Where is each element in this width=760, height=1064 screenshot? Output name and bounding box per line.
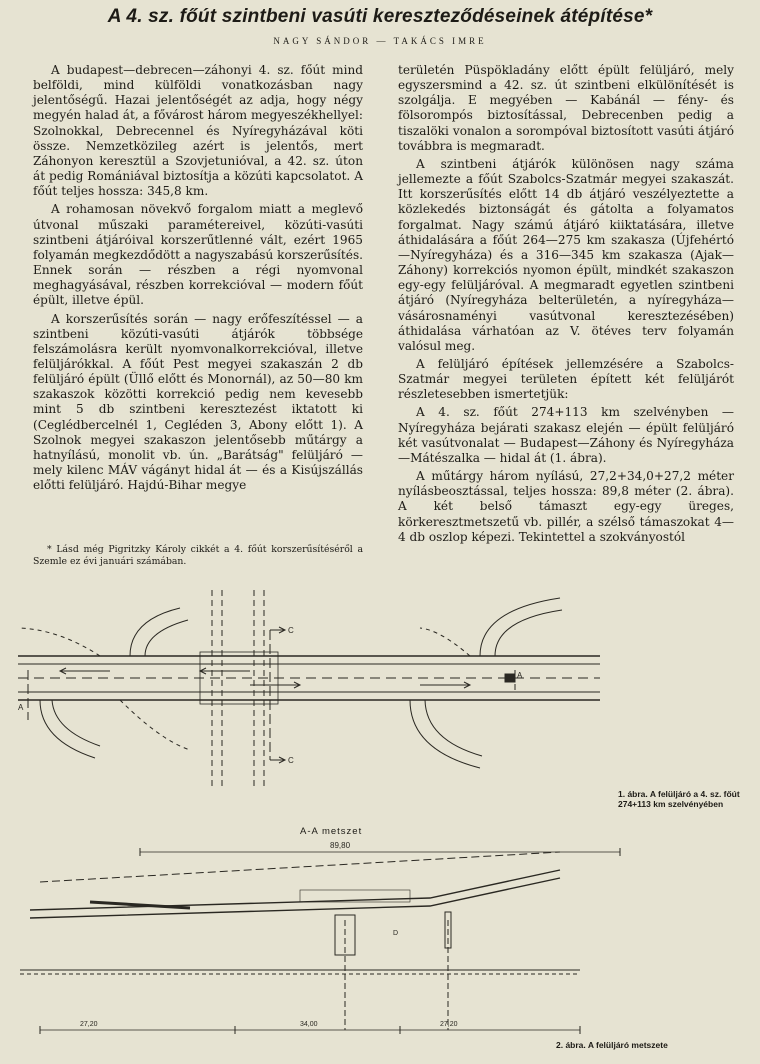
section-label: A-A metszet [300, 826, 363, 837]
marker-c-bottom: C [288, 756, 294, 765]
marker-a-right: A [517, 671, 523, 680]
article-authors: NAGY SÁNDOR — TAKÁCS IMRE [273, 36, 487, 46]
dim-mid: 34,00 [300, 1021, 318, 1028]
footnote-text: * Lásd még Pigritzky Károly cikkét a 4. főút korszerűsítéséről a Szemle ez évi januári számában. [33, 544, 363, 567]
paragraph: A 4. sz. főút 274+113 km szelvényben — Nyíregyháza bejárati szakasz elején — épült felüljáró két vasútvonalat — Budapest—Záhony és Nyíregyháza—Mátészalka — hidal át (1. ábra). [398, 405, 734, 465]
right-column [398, 63, 734, 548]
dim-left: 27,20 [80, 1021, 98, 1028]
figure-2-caption: 2. ábra. A felüljáró metszete [556, 1040, 668, 1050]
pier-label: D [393, 930, 399, 937]
article-title: A 4. sz. főút szintbeni vasúti kereszteződéseinek átépítése* [107, 6, 653, 27]
plan-view [18, 590, 600, 786]
paragraph: A korszerűsítés során — nagy erőfeszítéssel — a szintbeni közúti-vasúti átjárók többsége felszámolásra került nyomvonalkorrekcióval, illetve felüljárókkal. A főút Pest megyei szakaszán 2 db felüljáró épült (Üllő előtt és Monornál), az 50—80 km szakaszok közötti korrekció pedig nem kevesebb mint 5 db szintbeni keresztezést iktatott ki (Ceglédbercelnél 1, Cegléden 3, Abony előtt 1). A Szolnok megyei szakaszon jelentősebb műtárgy a hatnyílású, monolit vb. ún. „Barátság" felüljáró — mely kilenc MÁV vágányt hidal át — és a Kisújszállás előtti felüljáró. Hajdú-Bihar megye [33, 311, 363, 493]
paragraph: A budapest—debrecen—záhonyi 4. sz. főút mind belföldi, mind külföldi vonatkozásban nagy jelentőségű. Hazai jelentőségét az adja, hogy négy megyén halad át, a fővárost három megyeszékhellyel: Szolnokkal, Debrecennel és Nyíregyházával köti össze. Nemzetközileg azért is jelentős, mert Záhonyon keresztül a Szovjetunióval, a 42. sz. úton át pedig Romániával biztosítja a közúti kapcsolatot. A főút teljes hossza: 345,8 km. [33, 63, 363, 199]
paragraph: területén Püspökladány előtt épült felüljáró, mely egyszersmind a 42. sz. út szintbeni elkülönítését is szolgálja. E megyében — Kabánál — fény- és fölsorompós biztosítással, Debrecenben pedig a tiszalöki vonalon a sorompóval biztosított vasúti átjáró továbbra is megmaradt. [398, 63, 734, 153]
dim-right: 27,20 [440, 1021, 458, 1028]
footnote [33, 544, 363, 568]
paragraph: A rohamosan növekvő forgalom miatt a meglevő útvonal műszaki paramétereivel, közúti-vasúti szintbeni átjáróival korszerűtlenné vált, ezért 1965 folyamán megkezdődött a nagyszabású korszerűsítés. Ennek során — részben a régi nyomvonal meghagyásával, részben korrekcióval — modern főút épült, illetve épül. [33, 202, 363, 308]
paragraph: A szintbeni átjárók különösen nagy száma jellemezte a főút Szabolcs-Szatmár megyei szakaszát. Itt korszerűsítés előtt 14 db átjáró veszélyeztette a közlekedés biztonságát és gátolta a folyamatos forgalmat. Nagy számú átjáró kiiktatására, illetve áthidalására a főút 264—275 km szakasza (Újfehértó—Nyíregyháza) és a 316—345 km szakasza (Ajak—Záhony) korrekciós nyomon épült, mindkét szakaszon egy-egy felüljáróval. A megmaradt egyetlen szintbeni átjáró (Nyíregyháza belterületén, a nyíregyháza—vásárosnaményi vasútvonal keresztezésében) áthidalása várhatóan az V. ötéves terv folyamán valósul meg. [398, 156, 734, 353]
left-column [33, 63, 363, 496]
section-view [20, 848, 620, 1034]
dim-total: 89,80 [330, 841, 351, 850]
figure-1-caption: 1. ábra. A felüljáró a 4. sz. főút 274+113 km szelvényében [618, 789, 740, 809]
paragraph: A műtárgy három nyílású, 27,2+34,0+27,2 méter nyílásbeosztással, teljes hossza: 89,8 méter (2. ábra). A két belső támaszt egy-egy üreges, körkeresztmetszetű vb. pillér, a szélső támaszokat 4—4 db oszlop képezi. Tekintettel a szokványostól [398, 469, 734, 544]
paragraph: A felüljáró építések jellemzésére a Szabolcs-Szatmár megyei területen épített két felüljárót részletesebben ismertetjük: [398, 356, 734, 402]
marker-c-top: C [288, 626, 294, 635]
marker-a-left: A [18, 703, 24, 712]
technical-drawing [0, 590, 760, 1064]
